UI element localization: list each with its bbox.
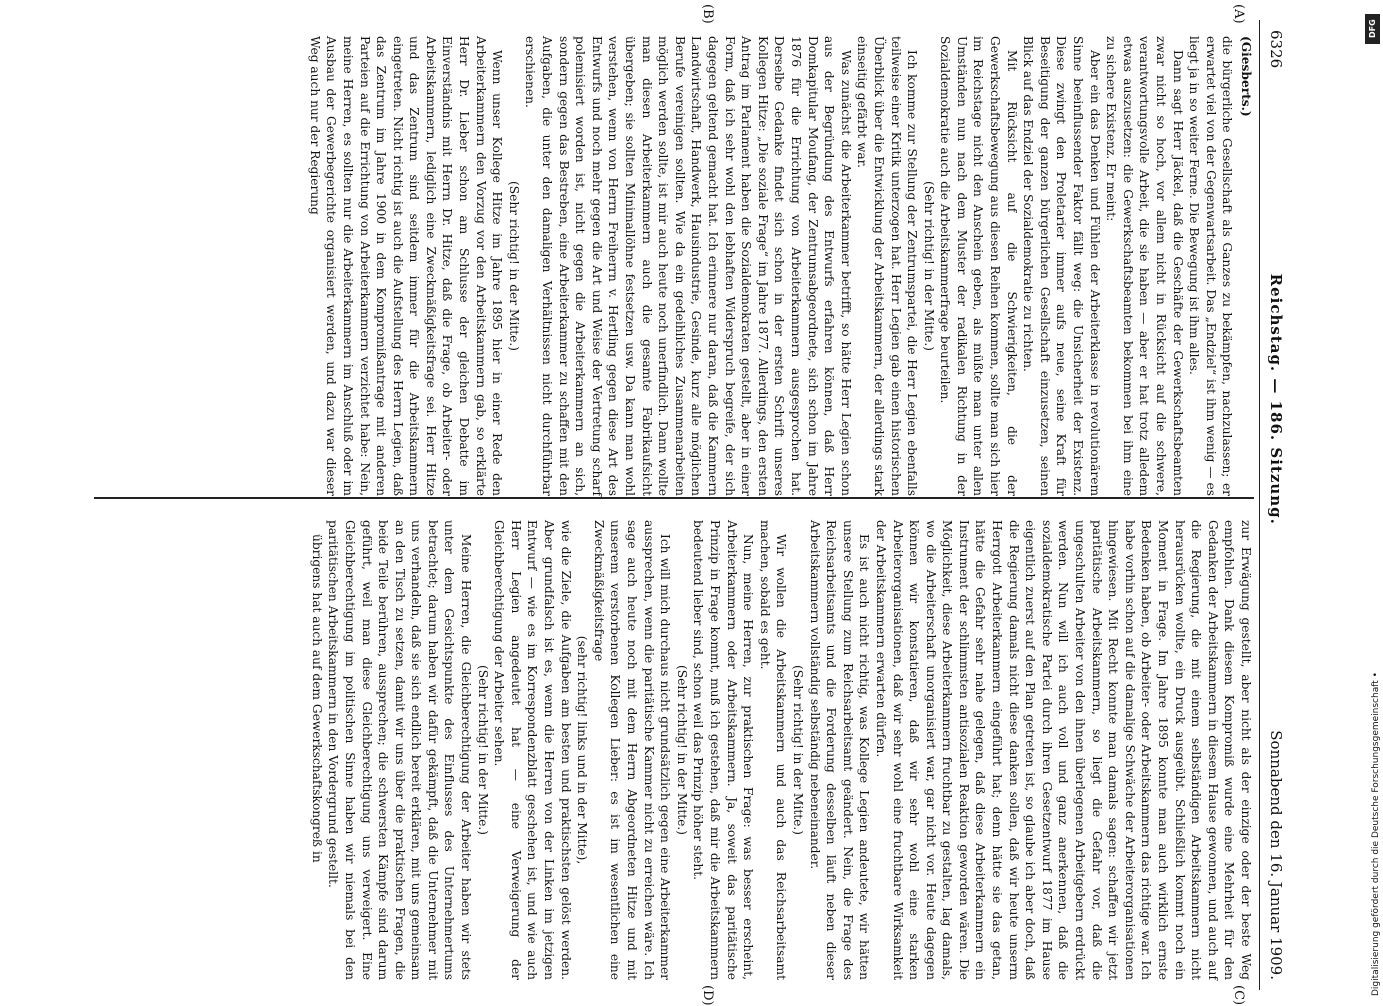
interjection: (Sehr richtig! in der Mitte.) [475, 665, 490, 835]
interjection: (sehr richtig! links und in der Mitte), [575, 635, 590, 865]
dfg-logo: DFG [1365, 14, 1380, 44]
paragraph: übrigens hat auch auf dem Gewerkschaftskongreß in [309, 534, 324, 863]
document-page [50, 0, 1290, 1006]
paragraph: Was zunächst die Arbeiterkammer betrifft, so hätte Herr Legien schon aus der Begründung des Entwurfs erfahren können, daß Herr Domkapitular Moufang, der Zentrumsabgeordnete, sich schon im Jahre 1876 für die Errichtung von Arbeiterkammern ausgesprochen hat. Derselbe Gedanke findet sich schon in der ersten Schrift unseres Kollegen Hitze: „Die soziale Frage“ im Jahre 1877. Allerdings, den ersten Antrag im Parlament haben die Sozialdemokraten gestellt, aber in einer Form, daß ich sehr wohl den lebhaften Widerspruch begreife, der sich dagegen geltend gemacht hat. Ich erinnere nur daran, daß die Kammern Landwirtschaft, Handwerk, Hausindustrie, Gesinde, kurz alle möglichen Berufe vereinigen sollten. Wie da ein gedeihliches Zusammenarbeiten möglich werden sollte, ist mir auch heute noch unerfindlich. Dann wollte man diesen Arbeiterkammern auch die gesamte Fabrikaufsicht übergeben; sie sollten Minimallöhne festsetzen usw. Da kann man wohl verstehen, wenn von Herrn Freiherrn v. Hertling gegen diese Art des Entwurfs und noch mehr gegen die Art und Weise der Vertretung scharf polemisiert worden ist, nicht gegen die Arbeiterkammern an sich, sondern gegen das Bestreben, eine Arbeiterkammer zu schaffen mit den Aufgaben, die unter den damaligen Verhältnissen nicht durchführbar erschienen. [523, 36, 853, 496]
left-column [74, 36, 1254, 496]
header-rule [1259, 20, 1260, 990]
interjection: (Sehr richtig! in der Mitte.) [674, 665, 689, 835]
paragraph: zur Erwägung gestellt, aber nicht als der einzige oder der beste Weg empfohlen. Dank diesem Kompromiß wurde eine Mehrheit für den Gedanken der Arbeitskammern in diesem Hause gewonnen, und auch auf die Regierung, die mit einem selbständigen Arbeitskammern nicht herausrücken wollte, ein Druck ausgeübt. Schließlich kommt noch ein Moment in Frage. Im Jahre 1895 konnte man auch wirklich ernste Bedenken haben, ob Arbeiter- oder Arbeitskammern das richtige war. Ich habe vorhin schon auf die damalige Schwäche der Arbeiterorganisationen hingewiesen. Mit Recht konnte man damals sagen: schaffen wir jetzt paritätische Arbeitskammern, so liegt die Gefahr vor, daß die ungeschulten Arbeiter von den ihnen überlegenen Arbeitgebern erdrückt werden. Nun will ich auch voll und ganz anerkennen, daß die sozialdemokratische Partei durch ihren Gesetzentwurf 1877 im Hause eigentlich zuerst auf den Plan getreten ist, so glaube ich aber doch, daß die Regierung damals nicht diese danken sollen, daß wir heute unserm Herrgott Arbeiterkammern eingeführt hat; denn hätte sie das getan, hätte die Gefahr sehr nahe gelegen, daß diese Arbeiterkammern ein Instrument der schlimmsten antisozialen Reaktion geworden wären. Die Möglichkeit, diese Arbeiterkammern fruchtbar zu gestalten, lag damals, wo die Arbeiterschaft unorganisiert war, gar nicht vor. Heute dagegen können wir konstatieren, daß wir sehr wohl eine starken Arbeiterorganisationen, daß wir sehr wohl eine fruchtbare Wirksamkeit der Arbeitskammern erwarten dürfen. [873, 520, 1253, 980]
paragraph: Es ist auch nicht richtig, was Kollege Legien andeutete, wir hätten unsere Stellung zum Reichsarbeitsamt geändert. Nein, die Frage des Reichsarbeitsamts und die Forderung desselben läuft neben dieser Arbeitskammern vollständig selbständig nebeneinander. [807, 520, 872, 980]
page-number: 6326 [1267, 30, 1285, 69]
paragraph: Ich will mich durchaus nicht grundsätzlich gegen eine Arbeiterkammer aussprechen, wenn die paritätische Kammer nicht zu erreichen wäre. Ich sage auch heute noch mit dem Herrn Abgeordneten Hitze und mit unserem verstorbenen Kollegen Lieber: es ist im wesentlichen eine Zweckmäßigkeitsfrage [591, 520, 673, 980]
paragraph: Dann sagt Herr Jäckel, daß die Geschäfte der Gewerkschaftsbeamten zwar nicht so hoch, vor allem nicht in Rücksicht auf die schwere, verantwortungsvolle Arbeit, die sie haben — aber er hat trotz alledem etwas auszusetzen: die Gewerkschaftsbeamten bekommen bei ihm eine zu sichere Existenz. Er meint: [1104, 36, 1185, 496]
paragraph: Nun, meine Herren, zur praktischen Frage: was besser erscheint, Arbeiterkammern oder Arbeitskammern. Ja, soweit das paritätische Prinzip in Frage kommt, muß ich gestehen, daß mir die Arbeitskammern bedeutend lieber sind, schon weil das Prinzip höher steht. [691, 520, 756, 980]
margin-mark-d: (D) [700, 985, 715, 1006]
paragraph: Ich komme zur Stellung der Zentrumspartei, die Herr Legien ebenfalls teilweise einer Kritik unterzogen hat. Herr Legien gab einen historischen Überblick über die Entwicklung der Arbeitskammern, der allerdings stark einseitig gefärbt war. [855, 36, 920, 496]
credit-text: Digitalisierung gefördert durch die Deutsche Forschungsgemeinschaft • [1371, 672, 1381, 996]
session-date: Sonnabend den 16. Januar 1909. [1267, 730, 1285, 980]
page-title: Reichstag. — 186. Sitzung. [1267, 273, 1285, 525]
interjection: (Sehr richtig! in der Mitte.) [506, 181, 521, 351]
paragraph: wie die Ziele, die Aufgaben am besten und praktischsten gelöst werden. Aber grundfalsch ist es, wenn die Herren von der Linken im jetzigen Entwurf — wie es im Korrespondenzblatt geschehen ist, und wie auch Herr Legien angedeutet hat — eine Verweigerung der Gleichberechtigung der Arbeiter sehen. [492, 520, 573, 980]
digitization-credit [1363, 6, 1381, 996]
interjection: (Sehr richtig! in der Mitte.) [921, 181, 936, 351]
paragraph: Meine Herren, die Gleichberechtigung der Arbeiter haben wir stets unter dem Gesichtspunkte des Einflusses des Unternehmertums betrachtet; darum haben wir dafür gekämpft, daß die Unternehmer mit uns verhandeln, daß sie sich endlich bereit erklären, mit uns gemeinsam an den Tisch zu setzen, damit wir uns über die praktischen Fragen, die beide Teile berühren, aussprechen; die schwersten Kämpfe sind darum geführt, weil man diese Gleichberechtigung uns verweigert. Eine Gleichberechtigung im politischen Sinne haben wir niemals bei den paritätischen Arbeitskammern in den Vordergrund gestellt. [326, 520, 474, 980]
interjection: (Sehr richtig! in der Mitte.) [790, 665, 805, 835]
paragraph: Wir wollen die Arbeitskammern und auch das Reichsarbeitsamt machen, sobald es geht. [757, 520, 789, 980]
paragraph: die bürgerliche Gesellschaft als Ganzes zu bekämpfen, nachzulassen; er erwartet viel von der Gegenwartsarbeit. Das „Endziel“ ist ihm wenig — es liegt ja in so weiter Ferne. Die Bewegung ist ihm alles. [1187, 36, 1235, 496]
margin-mark-c: (C) [1231, 985, 1246, 1006]
speaker-name: (Giesberts.) [1239, 36, 1253, 117]
quotation: Aber ein das Denken und Fühlen der Arbeiterklasse in revolutionärem Sinne beeinflussender Faktor fällt weg: die Unsicherheit der Existenz. Diese zwingt den Proletarier immer aufs neue, seine Kraft für Beseitigung der ganzen bürgerlichen Gesellschaft einzusetzen, seinen Blick auf das Endziel der Sozialdemokratie zu richten. [1021, 36, 1102, 496]
paragraph: Wenn unser Kollege Hitze im Jahre 1895 hier in einer Rede den Arbeiterkammern den Vorzug vor den Arbeitskammern gab, so erklärte Herr Dr. Lieber schon am Schlusse der gleichen Debatte im Einverständnis mit Herrn Dr. Hitze, daß die Frage, ob Arbeiter- oder Arbeitskammern, lediglich eine Zweckmäßigkeitsfrage sei. Herr Hitze und das Zentrum sind seitdem immer für die Arbeitskammern eingetreten. Nicht richtig ist auch die Aufstellung des Herrn Legien, daß das Zentrum im Jahre 1900 in dem Kompromißantrage mit anderen Parteien auf die Errichtung von Arbeiterkammern verzichtet habe: Nein, meine Herren, es sollten nur die Arbeiterkammern im Anschluß oder im Ausbau der Gewerbegerichte organisiert werden, und dazu war dieser Weg auch nur der Regierung [307, 36, 505, 496]
page-header [1262, 30, 1290, 980]
right-column [74, 520, 1254, 980]
column-divider [94, 497, 1254, 499]
paragraph: Mit Rücksicht auf die Schwierigkeiten, die der Gewerkschaftsbewegung aus diesen Reihen kommen, sollte man sich hier im Reichstage nicht den Anschein geben, als müßte man unter allen Umständen nun nach dem Muster der radikalen Richtung in der Sozialdemokratie auch die Arbeitskammerfrage beurteilen. [938, 36, 1019, 496]
margin-mark-b: (B) [700, 4, 715, 24]
margin-mark-a: (A) [1231, 4, 1246, 24]
